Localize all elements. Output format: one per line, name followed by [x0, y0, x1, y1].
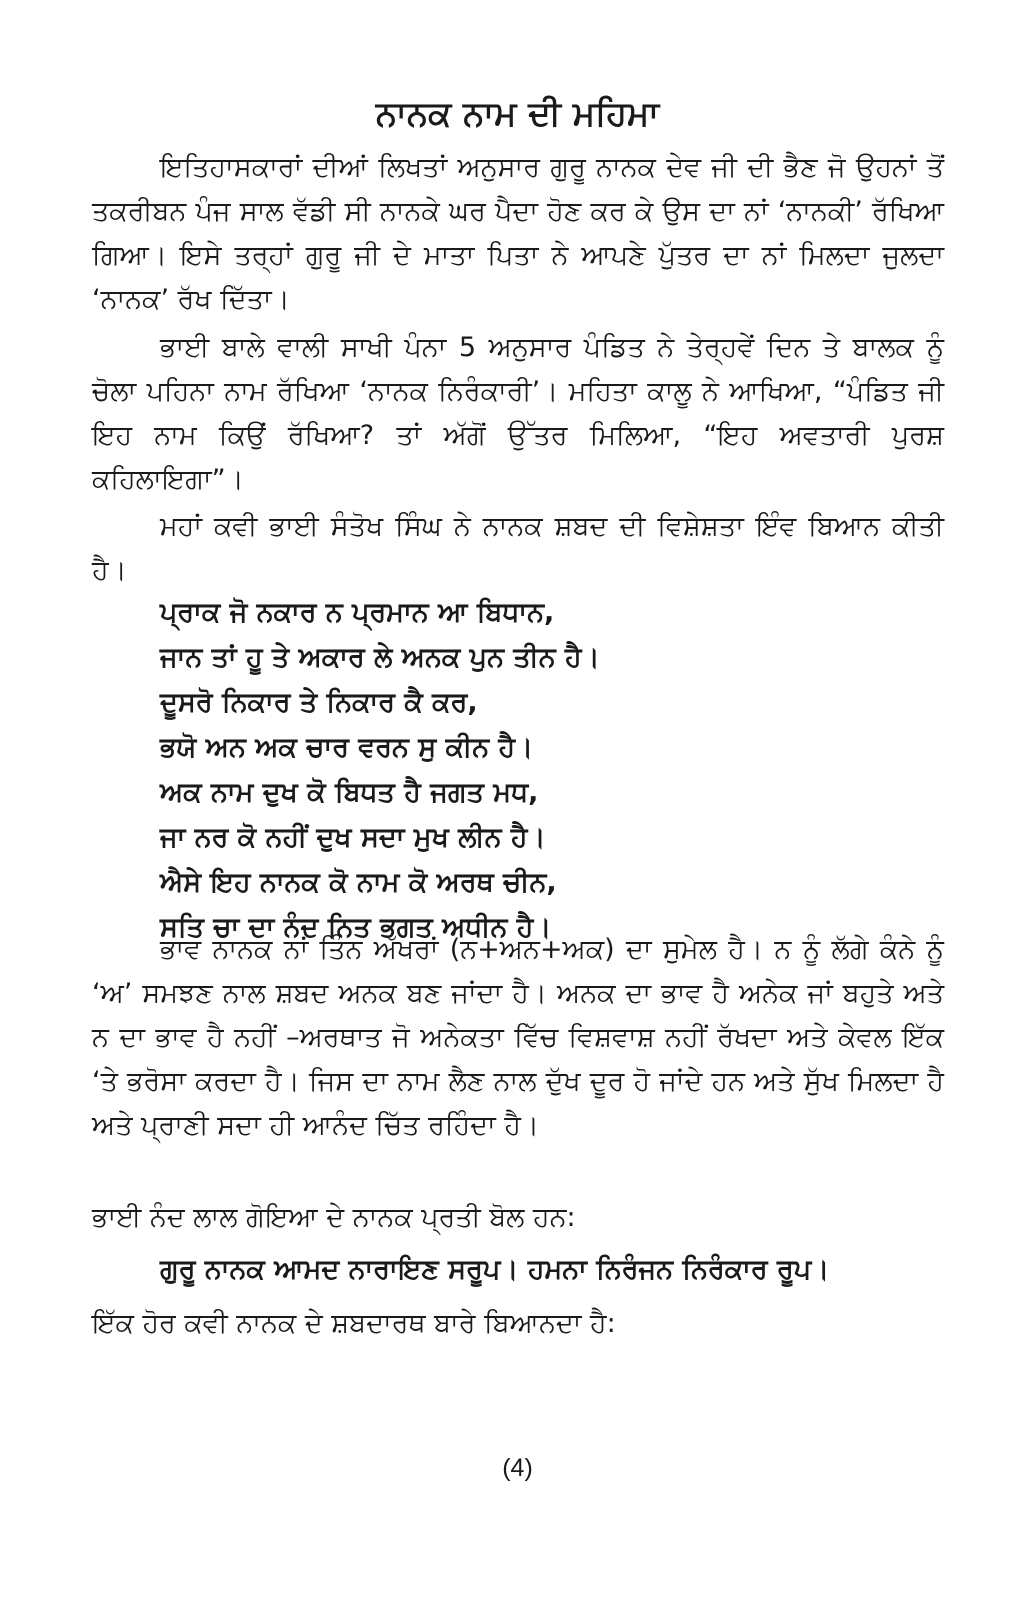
verse-line: ਜਾਨ ਤਾਂ ਹੂ ਤੇ ਅਕਾਰ ਲੇ ਅਨਕ ਪੁਨ ਤੀਨ ਹੈ।: [160, 642, 600, 673]
verse-block: [160, 590, 940, 950]
quote-nand-lal: ਗੁਰੂ ਨਾਨਕ ਆਮਦ ਨਾਰਾਇਣ ਸਰੂਪ। ਹਮਨਾ ਨਿਰੰਜਨ ਨਿਰੰਕਾਰ ਰੂਪ।: [160, 1254, 830, 1285]
paragraph-another-poet: ਇੱਕ ਹੋਰ ਕਵੀ ਨਾਨਕ ਦੇ ਸ਼ਬਦਾਰਥ ਬਾਰੇ ਬਿਆਨਦਾ ਹੈ:: [92, 1308, 616, 1339]
verse-line: ਐਸੇ ਇਹ ਨਾਨਕ ਕੋ ਨਾਮ ਕੋ ਅਰਥ ਚੀਨ,: [160, 867, 557, 898]
verse-line: ਭਯੋ ਅਨ ਅਕ ਚਾਰ ਵਰਨ ਸੁ ਕੀਨ ਹੈ।: [160, 732, 534, 763]
verse-line: ਪ੍ਰਾਕ ਜੋ ਨਕਾਰ ਨ ਪ੍ਰਮਾਨ ਆ ਬਿਧਾਨ,: [160, 597, 555, 628]
verse-line: ਅਕ ਨਾਮ ਦੁਖ ਕੋ ਬਿਧਤ ਹੈ ਜਗਤ ਮਧ,: [160, 777, 539, 808]
verse-line: ਜਾ ਨਰ ਕੋ ਨਹੀਂ ਦੁਖ ਸਦਾ ਮੁਖ ਲੀਨ ਹੈ।: [160, 822, 546, 853]
paragraph-bhai-bale-sakhi: ਭਾਈ ਬਾਲੇ ਵਾਲੀ ਸਾਖੀ ਪੰਨਾ 5 ਅਨੁਸਾਰ ਪੰਡਿਤ ਨੇ ਤੇਰ੍ਹਵੇਂ ਦਿਨ ਤੇ ਬਾਲਕ ਨੂੰ ਚੋਲਾ ਪਹਿਨਾ ਨਾਮ ਰੱਖਿਆ ‘ਨਾਨਕ ਨਿਰੰਕਾਰੀ’। ਮਹਿਤਾ ਕਾਲੂ ਨੇ ਆਖਿਆ, “ਪੰਡਿਤ ਜੀ ਇਹ ਨਾਮ ਕਿਉਂ ਰੱਖਿਆ? ਤਾਂ ਅੱਗੋਂ ਉੱਤਰ ਮਿਲਿਆ, “ਇਹ ਅਵਤਾਰੀ ਪੁਰਸ਼ ਕਹਿਲਾਇਗਾ”।: [92, 332, 944, 495]
paragraph-nand-lal-intro: ਭਾਈ ਨੰਦ ਲਾਲ ਗੋਇਆ ਦੇ ਨਾਨਕ ਪ੍ਰਤੀ ਬੋਲ ਹਨ:: [92, 1202, 576, 1233]
paragraph-meaning: ਭਾਵ ਨਾਨਕ ਨਾਂ ਤਿੰਨ ਅੱਖਰਾਂ (ਨ+ਅਨ+ਅਕ) ਦਾ ਸੁਮੇਲ ਹੈ। ਨ ਨੂੰ ਲੱਗੇ ਕੰਨੇ ਨੂੰ ‘ਅ’ ਸਮਝਣ ਨਾਲ ਸ਼ਬਦ ਅਨਕ ਬਣ ਜਾਂਦਾ ਹੈ। ਅਨਕ ਦਾ ਭਾਵ ਹੈ ਅਨੇਕ ਜਾਂ ਬਹੁਤੇ ਅਤੇ ਨ ਦਾ ਭਾਵ ਹੈ ਨਹੀਂ –ਅਰਥਾਤ ਜੋ ਅਨੇਕਤਾ ਵਿੱਚ ਵਿਸ਼ਵਾਸ਼ ਨਹੀਂ ਰੱਖਦਾ ਅਤੇ ਕੇਵਲ ਇੱਕ ‘ਤੇ ਭਰੋਸਾ ਕਰਦਾ ਹੈ। ਜਿਸ ਦਾ ਨਾਮ ਲੈਣ ਨਾਲ ਦੁੱਖ ਦੂਰ ਹੋ ਜਾਂਦੇ ਹਨ ਅਤੇ ਸੁੱਖ ਮਿਲਦਾ ਹੈ ਅਤੇ ਪ੍ਰਾਣੀ ਸਦਾ ਹੀ ਆਨੰਦ ਚਿੱਤ ਰਹਿੰਦਾ ਹੈ।: [92, 934, 944, 1141]
verse-line: ਸਤਿ ਚਾ ਦਾ ਨੰਦ ਨਿਤ ਭਗਤ ਅਧੀਨ ਹੈ।: [160, 912, 552, 943]
paragraph-historians: ਇਤਿਹਾਸਕਾਰਾਂ ਦੀਆਂ ਲਿਖਤਾਂ ਅਨੁਸਾਰ ਗੁਰੂ ਨਾਨਕ ਦੇਵ ਜੀ ਦੀ ਭੈਣ ਜੋ ਉਹਨਾਂ ਤੋਂ ਤਕਰੀਬਨ ਪੰਜ ਸਾਲ ਵੱਡੀ ਸੀ ਨਾਨਕੇ ਘਰ ਪੈਦਾ ਹੋਣ ਕਰ ਕੇ ਉਸ ਦਾ ਨਾਂ ‘ਨਾਨਕੀ’ ਰੱਖਿਆ ਗਿਆ। ਇਸੇ ਤਰ੍ਹਾਂ ਗੁਰੂ ਜੀ ਦੇ ਮਾਤਾ ਪਿਤਾ ਨੇ ਆਪਣੇ ਪੁੱਤਰ ਦਾ ਨਾਂ ਮਿਲਦਾ ਜੁਲਦਾ ‘ਨਾਨਕ’ ਰੱਖ ਦਿੱਤਾ।: [92, 152, 944, 315]
paragraph-santokh-singh-intro: ਮਹਾਂ ਕਵੀ ਭਾਈ ਸੰਤੋਖ ਸਿੰਘ ਨੇ ਨਾਨਕ ਸ਼ਬਦ ਦੀ ਵਿਸ਼ੇਸ਼ਤਾ ਇੰਵ ਬਿਆਨ ਕੀਤੀ ਹੈ।: [92, 511, 944, 586]
page-title: ਨਾਨਕ ਨਾਮ ਦੀ ਮਹਿਮਾ: [375, 94, 660, 134]
page-number: (4): [502, 1454, 533, 1482]
verse-line: ਦੂਸਰੋ ਨਿਕਾਰ ਤੇ ਨਿਕਾਰ ਕੈ ਕਰ,: [160, 687, 478, 718]
